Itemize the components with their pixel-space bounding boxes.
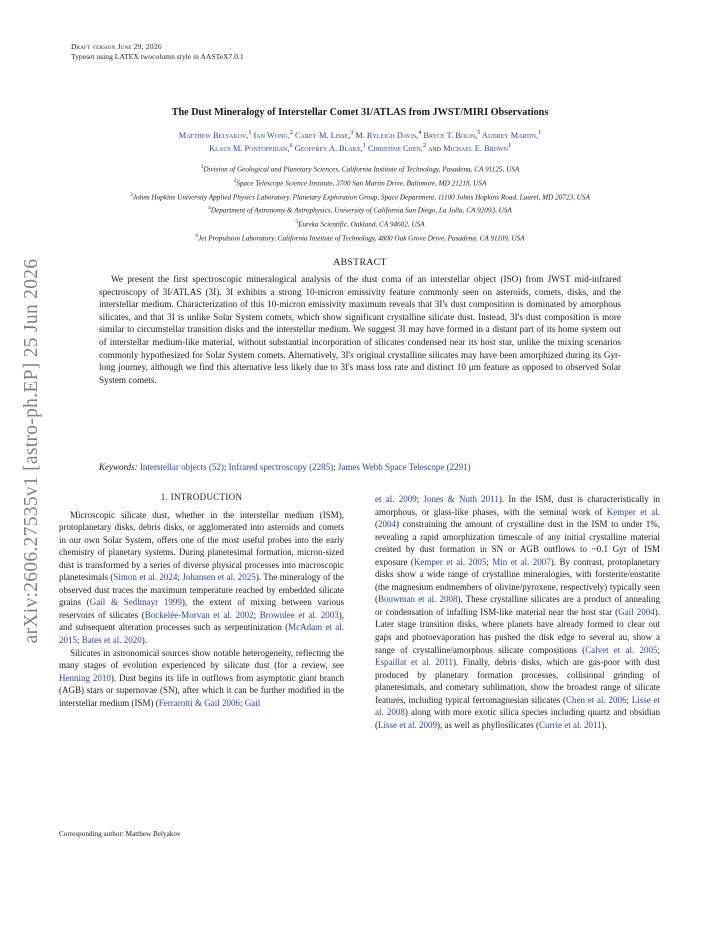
- citation-link[interactable]: Calvet et al. 2005: [585, 644, 658, 655]
- affiliation-line: [40, 217, 680, 231]
- left-column: [59, 491, 344, 709]
- left-paragraphs: [59, 509, 344, 710]
- citation-link[interactable]: Jones & Nuth 2011: [423, 494, 499, 504]
- author-name: Carey M. Lisse,: [294, 130, 351, 140]
- author-affiliation-marker: 5: [477, 130, 481, 136]
- paper-title: The Dust Mineralogy of Interstellar Comet 3I/ATLAS from JWST/MIRI Observations: [171, 107, 549, 118]
- affiliation-marker: 2: [233, 177, 237, 184]
- author-list: [60, 128, 660, 154]
- citation-link[interactable]: Henning 2010: [59, 672, 111, 683]
- paragraph: et al. 2009; Jones & Nuth 2011). In the ISM, dust is characteristically in amorphous, or glass-like phases, with the seminal work of Kemper et al. (2004) constraining the amount of crystalline dust in the ISM to under 1%, revealing a rapid amorphization timescale of any initial crystalline material created by dust formation in SN or AGB outflows to ~0.1 Gyr of ISM exposure (Kemper et al. 2005; Min et al. 2007). By contrast, protoplanetary disks show a wide range of crystalline mineralogies, with forsterite/enstatite (the magnesium endmembers of olivine/pyroxene, respectively) typically seen (Bouwman et al. 2008). These crystalline silicates are a product of annealing or condensation of infalling ISM-like material near the host star (Gail 2004). Later stage transition disks, where planets have already formed to clear out gaps and photoevaporation has pushed the disk edge to several au, show a range of crystalline/amorphous silicate compositions (Calvet et al. 2005; Espaillat et al. 2011). Finally, debris disks, which are gas-poor with dust produced by planetary formation processes, collisional grinding of planetesimals, and cometary sublimation, show the broadest range of silicate features, including typical ferromagnesian silicates (Chen et al. 2006; Lisse et al. 2008) along with more exotic silica species including quartz and obsidian (Lisse et al. 2009), as well as phyllosilicates (Currie et al. 2011).: [375, 494, 661, 730]
- citation-link[interactable]: Kemper et al.: [606, 506, 660, 517]
- citation-link[interactable]: Espaillat et al. 2011: [375, 657, 454, 668]
- author-affiliation-marker: 2: [289, 130, 293, 136]
- affiliation-text: Department of Astronomy & Astrophysics, University of California San Diego, La Jolla, CA 92093, USA: [210, 206, 512, 215]
- keyword-link[interactable]: Infrared spectroscopy (2285): [228, 462, 334, 472]
- section-heading: 1. INTRODUCTION: [160, 492, 243, 502]
- citation-link[interactable]: Gail 2004: [618, 606, 655, 617]
- draft-line: Draft version June 29, 2026: [71, 42, 162, 51]
- right-column: [375, 493, 660, 731]
- author-affiliation-marker: 1: [362, 142, 366, 149]
- affiliation-line: [40, 190, 680, 204]
- corresponding-author-footnote: Corresponding author: Matthew Belyakov: [59, 830, 181, 838]
- citation-link[interactable]: Lisse et al. 2008: [375, 694, 660, 718]
- keyword-link[interactable]: James Webb Space Telescope (2291): [337, 462, 471, 472]
- affiliation-line: [40, 203, 680, 217]
- citation-link[interactable]: McAdam et al. 2015: [59, 622, 345, 646]
- author-name: Geoffrey A. Blake,: [294, 143, 363, 153]
- affiliation-text: Eureka Scientific, Oakland, CA 94602, USA: [298, 220, 425, 229]
- author-line-1: [60, 128, 660, 141]
- author-affiliation-marker: 1: [507, 142, 511, 149]
- citation-link[interactable]: Ferrarotti & Gail 2006: [158, 697, 240, 708]
- citation-link[interactable]: Currie et al. 2011: [538, 719, 602, 730]
- affiliation-marker: 4: [208, 205, 211, 212]
- affiliation-line: [40, 176, 680, 190]
- author-name: Christine Chen,: [367, 143, 423, 153]
- citation-link[interactable]: Bates et al. 2020: [81, 635, 142, 646]
- affiliation-marker: 6: [195, 232, 199, 239]
- citation-link[interactable]: Gail & Sedlmayr 1999: [89, 597, 182, 608]
- citation-link[interactable]: et al. 2009: [375, 494, 417, 504]
- author-affiliation-marker: 4: [418, 130, 422, 136]
- author-name: M. Ryleigh Davis,: [355, 130, 419, 140]
- keywords: [99, 462, 621, 472]
- citation-link[interactable]: 2004: [378, 519, 396, 530]
- citation-link[interactable]: Gail: [244, 697, 261, 708]
- author-name: Bryce T. Bolin,: [423, 130, 478, 140]
- affiliation-line: [40, 231, 680, 245]
- header-meta: [71, 42, 244, 62]
- author-name: Klaus M. Pontoppidan,: [209, 143, 290, 153]
- affiliation-text: Jet Propulsion Laboratory, California Institute of Technology, 4800 Oak Grove Drive, Pasadena, CA 91109, USA: [198, 234, 525, 243]
- author-name: Matthew Belyakov,: [178, 130, 249, 140]
- right-paragraphs: [375, 493, 660, 731]
- affiliation-text: Space Telescope Science Institute, 3700 San Martin Drive, Baltimore, MD 21218, USA: [236, 179, 487, 188]
- citation-link[interactable]: Bouwman et al. 2008: [378, 594, 458, 605]
- author-affiliation-marker: 3: [350, 130, 354, 136]
- citation-link[interactable]: Chen et al. 2006: [565, 694, 627, 705]
- affiliation-line: [40, 162, 680, 176]
- citation-link[interactable]: Min et al. 2007: [492, 556, 551, 567]
- affiliations: [40, 162, 680, 245]
- author-affiliation-marker: 1: [248, 130, 252, 136]
- abstract-text: We present the first spectroscopic mineralogical analysis of the dust coma of an interstellar object (ISO) from JWST mid-infrared spectroscopy of 3I/ATLAS (3I). 3I exhibits a strong 10-micron emissivity feature commonly seen on asteroids, comets, disks, and the interstellar medium. Characterization of this 10-micron emissivity maximum reveals that 3I's dust composition is dominated by amorphous silicates, and that 3I is unlike Solar System comets, which show significant crystalline silicate dust. Instead, 3I's dust composition is more similar to circumstellar transition disks and the interstellar medium. We suggest 3I may have formed in a distant part of its home system out of interstellar medium-like material, without substantial incorporation of silicates condensed near its host star, unlike the mixing scenarios commonly hypothesized for Solar System comets. Alternatively, 3I's original crystalline silicates may have been amorphized during its Gyr-long journey, although we find this alternative less likely due to 3I's mass loss rate and distinct 10 μm feature as opposed to observed Solar System comets.: [99, 274, 621, 385]
- keywords-label: Keywords:: [99, 462, 138, 472]
- author-affiliation-marker: 6: [289, 142, 293, 149]
- citation-link[interactable]: Bockelée-Morvan et al. 2002: [144, 609, 254, 620]
- arxiv-sidebar: [12, 236, 52, 666]
- author-affiliation-marker: 1: [538, 130, 542, 136]
- abstract-heading: ABSTRACT: [333, 257, 387, 268]
- author-affiliation-marker: 2: [422, 142, 426, 149]
- affiliation-text: Division of Geological and Planetary Sciences, California Institute of Technology, Pasadena, CA 91125, USA: [203, 165, 520, 174]
- affiliation-marker: 3: [130, 191, 133, 198]
- citation-link[interactable]: Kemper et al. 2005: [413, 556, 487, 567]
- author-line-2: [60, 141, 660, 154]
- paragraph: Microscopic silicate dust, whether in the interstellar medium (ISM), protoplanetary disks, debris disks, or agglomerated into asteroids and comets in our own Solar System, offers one of the most useful probes into the early chemistry of planetary systems. During planetesimal formation, micron-sized dust is transformed by a series of diverse physical processes into macroscopic planetesimals (Simon et al. 2024; Johansen et al. 2025). The mineralogy of the observed dust traces the maximum temperature reached by embedded silicate grains (Gail & Sedlmayr 1999), the extent of mixing between various reservoirs of silicates (Bockelée-Morvan et al. 2002; Brownlee et al. 2003), and subsequent alteration processes such as serpentinization (McAdam et al. 2015; Bates et al. 2020).: [59, 509, 345, 646]
- keywords-list: Interstellar objects (52); Infrared spectroscopy (2285); James Webb Space Telescope (2291): [139, 462, 471, 472]
- author-name: Ian Wong,: [253, 130, 290, 140]
- author-conjunction: and: [428, 143, 442, 153]
- citation-link[interactable]: Johansen et al. 2025: [182, 572, 256, 583]
- affiliation-marker: 1: [200, 164, 204, 170]
- affiliation-marker: 5: [295, 219, 299, 226]
- arxiv-identifier: arXiv:2606.27535v1 [astro-ph.EP] 25 Jun 2026: [21, 258, 42, 644]
- citation-link[interactable]: Simon et al. 2024: [113, 572, 178, 583]
- author-name: Michael E. Brown: [443, 143, 508, 153]
- affiliation-text: Johns Hopkins University Applied Physics Laboratory, Planetary Exploration Group, Space Department, 11100 Johns Hopkins Road, Laurel, MD 20723, USA: [132, 192, 590, 201]
- typeset-line: Typeset using LATEX twocolumn style in AASTeX7.0.1: [71, 52, 244, 61]
- citation-link[interactable]: Brownlee et al. 2003: [259, 609, 339, 620]
- paragraph: Silicates in astronomical sources show notable heterogeneity, reflecting the many stages of evolution experienced by silicate dust (for a review, see Henning 2010). Dust begins its life in outflows from asymptotic giant branch (AGB) stars or supernovae (SN), after which it can be further modified in the interstellar medium (ISM) (Ferrarotti & Gail 2006; Gail: [59, 647, 344, 708]
- author-name: Audrey Martin,: [481, 130, 539, 140]
- citation-link[interactable]: Lisse et al. 2009: [378, 719, 437, 730]
- keyword-link[interactable]: Interstellar objects (52): [139, 462, 224, 472]
